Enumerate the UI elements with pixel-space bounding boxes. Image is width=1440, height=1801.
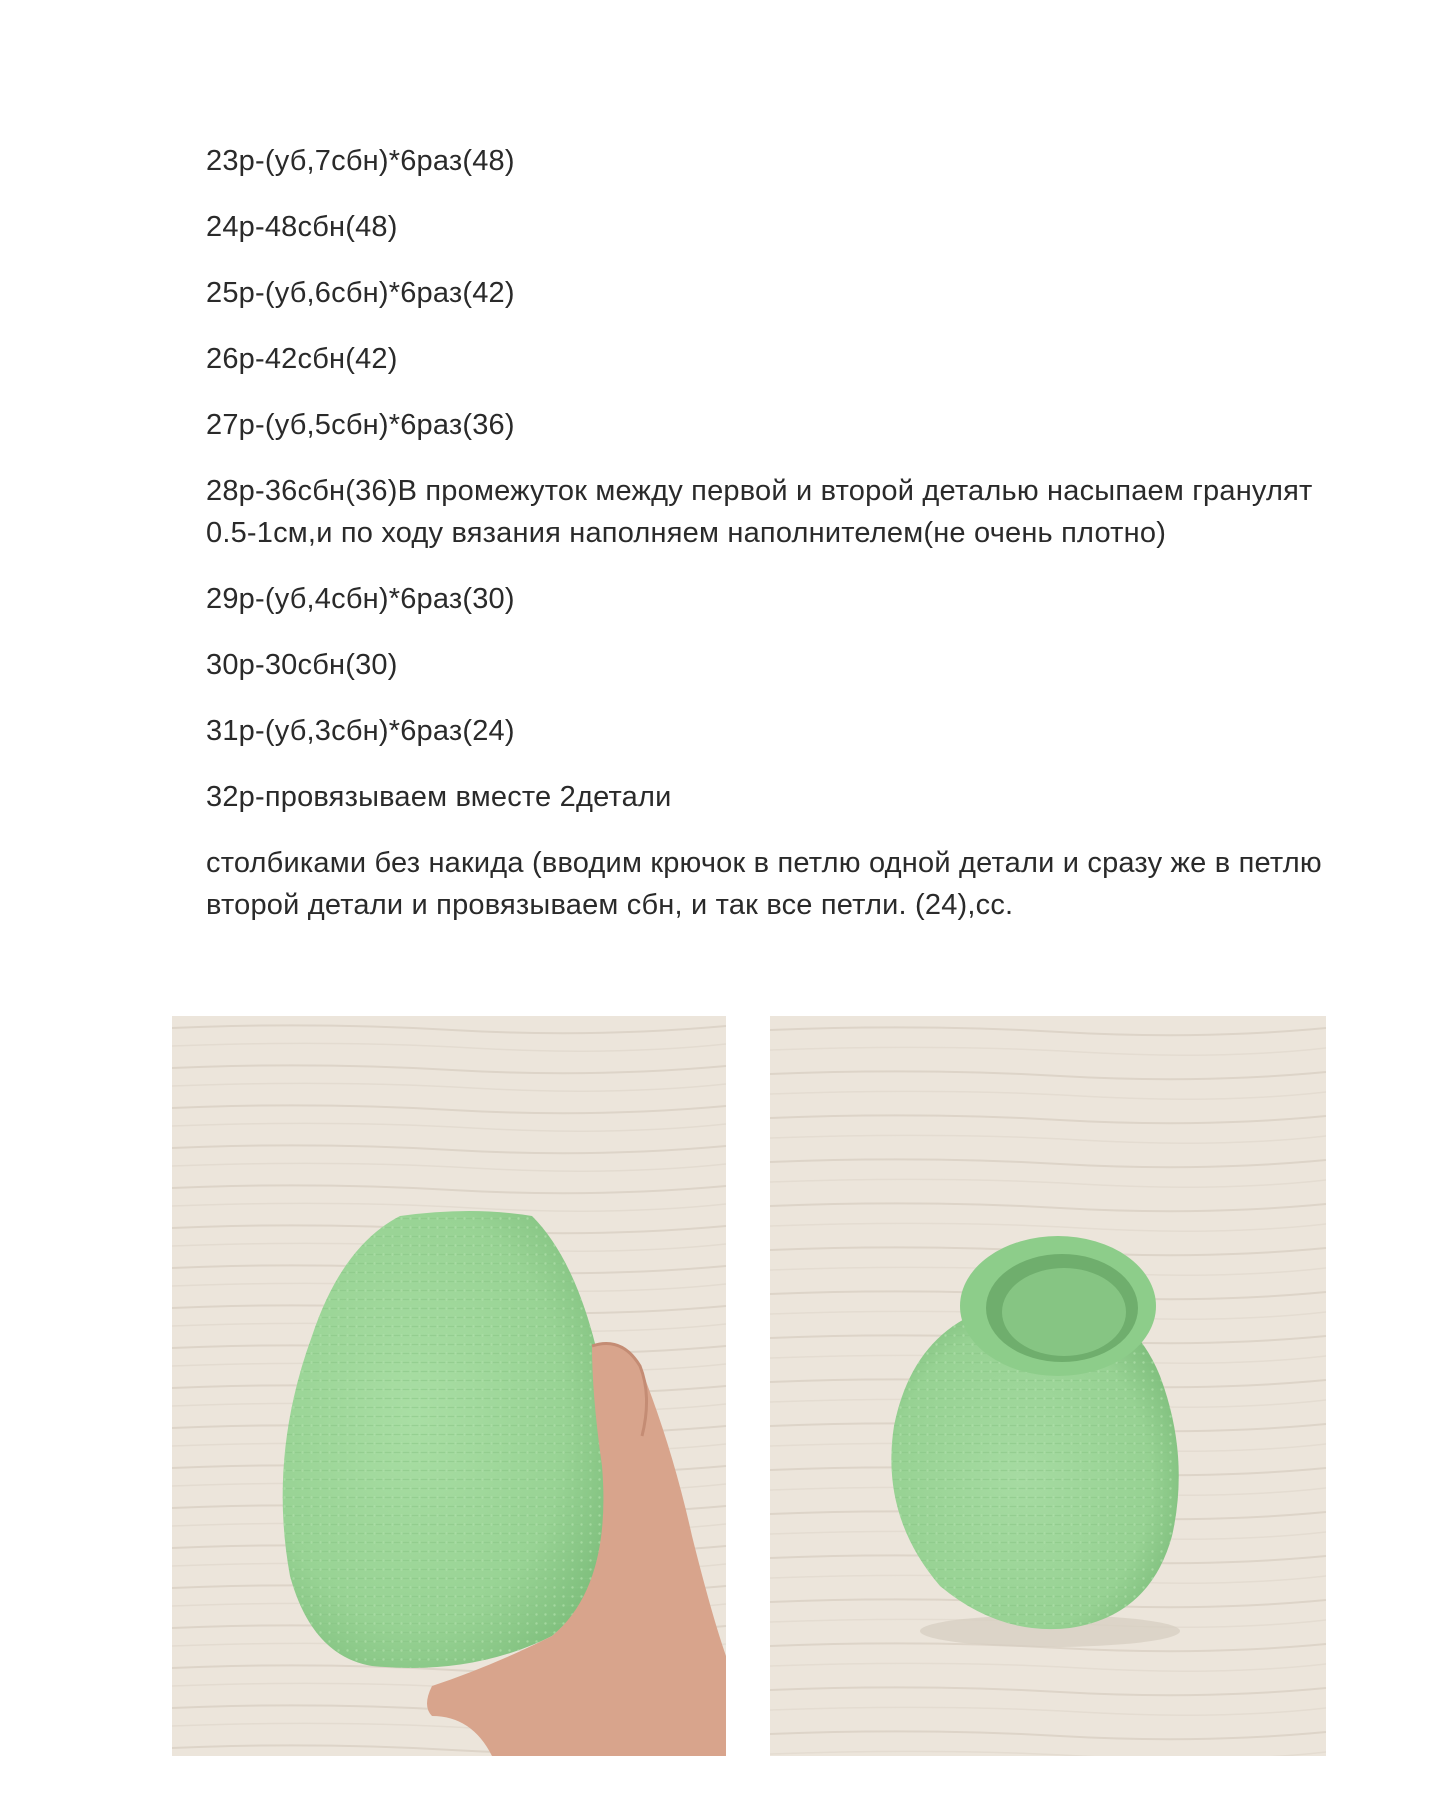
row-32: 32р-провязываем вместе 2детали [206, 781, 672, 813]
row-31: 31р-(уб,3сбн)*6раз(24) [206, 715, 515, 747]
photo-right-illustration [770, 1016, 1326, 1756]
row-24: 24р-48сбн(48) [206, 211, 398, 243]
row-32-details: столбиками без накида (вводим крючок в петлю одной детали и сразу же в петлю второй детали и провязываем сбн, и так все петли. (24),сс. [206, 847, 1322, 921]
row-27: 27р-(уб,5сбн)*6раз(36) [206, 409, 515, 441]
row-30: 30р-30сбн(30) [206, 649, 398, 681]
photo-crochet-piece-open-top [770, 1016, 1326, 1756]
row-29: 29р-(уб,4сбн)*6раз(30) [206, 583, 515, 615]
photo-left-illustration [172, 1016, 726, 1756]
pattern-instructions [206, 140, 1336, 950]
row-26: 26р-42сбн(42) [206, 343, 398, 375]
row-23: 23р-(уб,7сбн)*6раз(48) [206, 145, 515, 177]
row-25: 25р-(уб,6сбн)*6раз(42) [206, 277, 515, 309]
photo-crochet-piece-in-hand [172, 1016, 726, 1756]
row-28: 28р-36сбн(36)В промежуток между первой и второй деталью насыпаем гранулят 0.5-1см,и по ходу вязания наполняем наполнителем(не очень плотно) [206, 475, 1313, 549]
